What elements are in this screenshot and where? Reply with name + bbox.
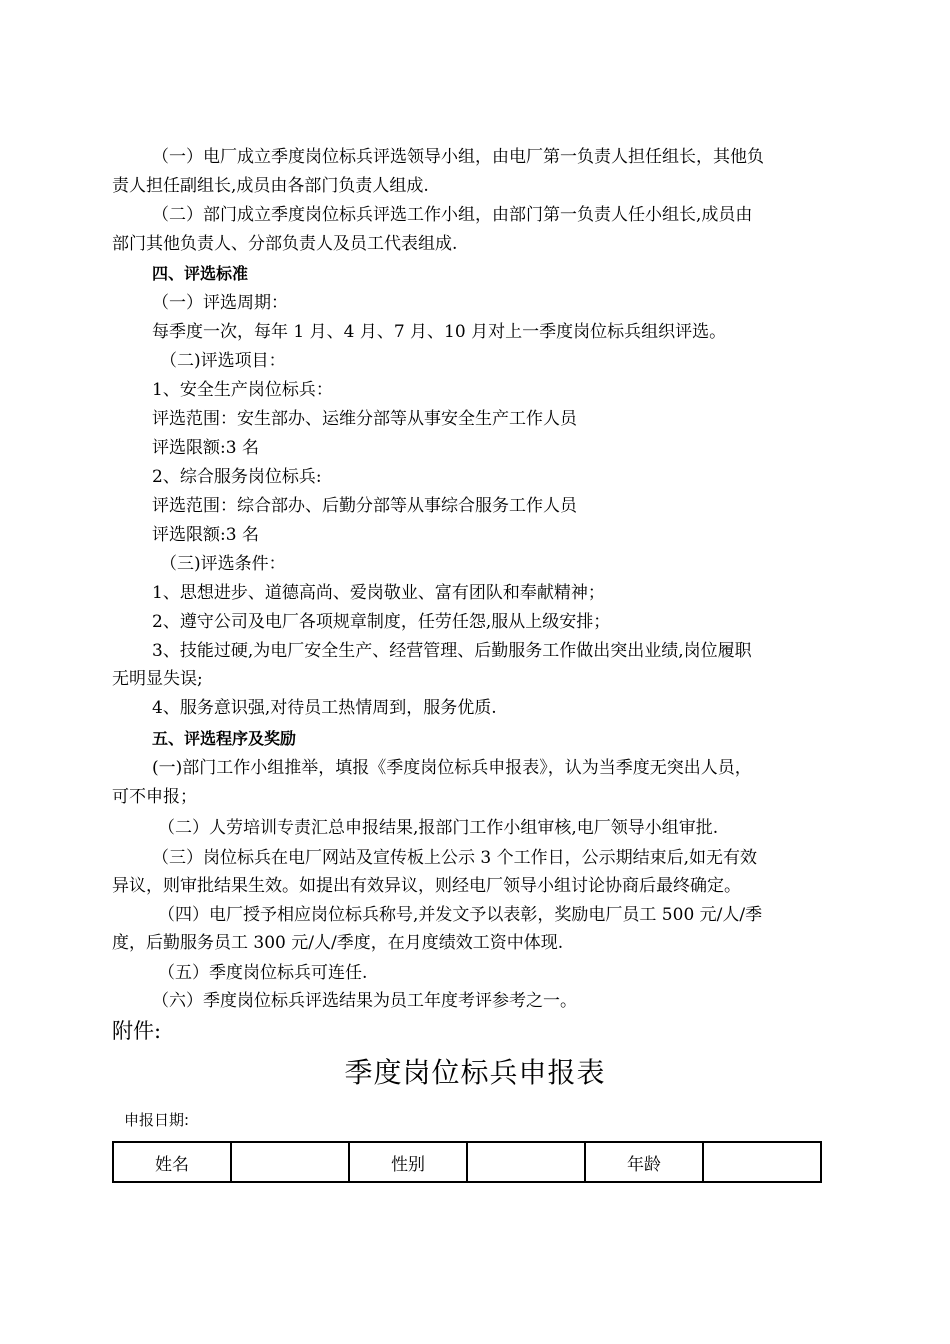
declaration-date-label: 申报日期: — [124, 1111, 190, 1129]
paragraph-line: 部门其他负责人、分部负责人及员工代表组成. — [112, 234, 458, 254]
paragraph-line: （二)评选项目： — [160, 351, 286, 371]
form-title: 季度岗位标兵申报表 — [344, 1056, 606, 1089]
paragraph-line: （四）电厂授予相应岗位标兵称号,并发文予以表彰，奖励电厂员工 500 元/人/季 — [158, 905, 763, 925]
paragraph-line: 评选限额:3 名 — [152, 525, 259, 545]
paragraph-line: 每季度一次，每年 1 月、4 月、7 月、10 月对上一季度岗位标兵组织评选。 — [152, 322, 727, 342]
paragraph-line: 评选限额:3 名 — [152, 438, 259, 458]
table-row — [113, 1142, 821, 1182]
paragraph-line: （六）季度岗位标兵评选结果为员工年度考评参考之一。 — [152, 991, 577, 1011]
paragraph-line: （一）电厂成立季度岗位标兵评选领导小组，由电厂第一负责人担任组长，其他负 — [152, 147, 764, 167]
paragraph-line: 4、服务意识强,对待员工热情周到，服务优质. — [152, 698, 497, 718]
paragraph-line: （三）岗位标兵在电厂网站及宣传板上公示 3 个工作日，公示期结束后,如无有效 — [152, 848, 758, 868]
paragraph-line: （三)评选条件： — [160, 554, 286, 574]
paragraph-line: 3、技能过硬,为电厂安全生产、经营管理、后勤服务工作做出突出业绩,岗位履职 — [152, 641, 752, 661]
paragraph-line: （二）部门成立季度岗位标兵评选工作小组，由部门第一负责人任小组长,成员由 — [152, 205, 753, 225]
attachment-label: 附件: — [112, 1019, 162, 1043]
section-heading: 五、评选程序及奖励 — [152, 729, 297, 748]
paragraph-line: （一）评选周期： — [152, 293, 288, 313]
paragraph-line: 2、遵守公司及电厂各项规章制度，任劳任怨,服从上级安排； — [152, 612, 611, 632]
paragraph-line: 可不申报； — [112, 787, 197, 807]
paragraph-line: 责人担任副组长,成员由各部门负责人组成. — [112, 176, 429, 196]
paragraph-line: 无明显失误; — [112, 669, 203, 689]
declaration-form-table — [112, 1141, 822, 1183]
paragraph-line: (一)部门工作小组推举，填报《季度岗位标兵申报表》，认为当季度无突出人员， — [152, 758, 752, 778]
section-heading: 四、评选标准 — [152, 264, 249, 283]
gender-value-cell[interactable] — [467, 1142, 585, 1182]
paragraph-line: 异议，则审批结果生效。如提出有效异议，则经电厂领导小组讨论协商后最终确定。 — [112, 876, 741, 896]
paragraph-line: 2、综合服务岗位标兵: — [152, 467, 322, 487]
paragraph-line: 1、思想进步、道德高尚、爱岗敬业、富有团队和奉献精神； — [152, 583, 605, 603]
paragraph-line: 评选范围：安生部办、运维分部等从事安全生产工作人员 — [152, 409, 577, 429]
paragraph-line: 评选范围：综合部办、后勤分部等从事综合服务工作人员 — [152, 496, 577, 516]
gender-label-cell: 性别 — [349, 1142, 467, 1182]
paragraph-line: （二）人劳培训专责汇总申报结果,报部门工作小组审核,电厂领导小组审批. — [158, 818, 719, 838]
name-label-cell: 姓名 — [113, 1142, 231, 1182]
age-label-cell: 年龄 — [585, 1142, 703, 1182]
paragraph-line: 度，后勤服务员工 300 元/人/季度，在月度绩效工资中体现. — [112, 933, 564, 953]
paragraph-line: （五）季度岗位标兵可连任. — [158, 963, 368, 983]
age-value-cell[interactable] — [703, 1142, 821, 1182]
paragraph-line: 1、安全生产岗位标兵： — [152, 380, 333, 400]
name-value-cell[interactable] — [231, 1142, 349, 1182]
